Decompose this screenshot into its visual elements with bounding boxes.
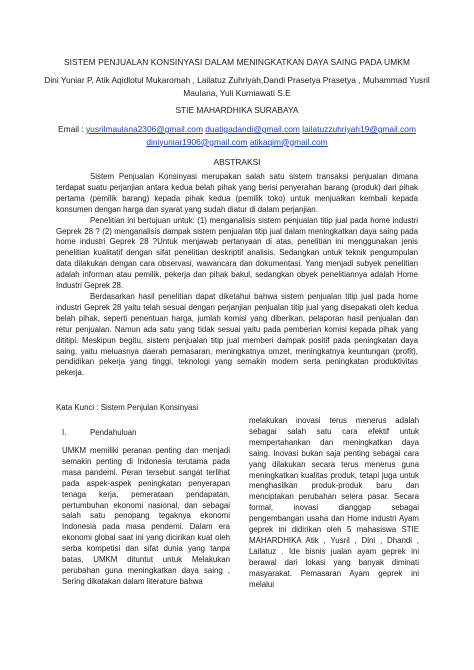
- email-link[interactable]: lailatuzzuhriyah19@gmail.com: [302, 124, 416, 134]
- section-heading: [62, 428, 137, 437]
- abstract-paragraph: Berdasarkan hasil penelitian dapat diketahui bahwa sistem penjualan titip jual pada home industri Geprek 28 yaitu telah sesuai dengan perjanjian penjualan titip jual yang disepakati oleh kedua belah pihak, seperti penentuan harga, jumlah komisi yang diberikan, pelaporan hasil penjualan dan retur penjualan. Namun ada satu yang tidak sesuai yaitu pada pemberian komisi kepada pihak yang dititipi. Meskipun begitu, sistem penjualan titip jual memberi dampak positif pada peningkatan daya saing, yaitu meluasnya daerah pemasaran, meningkatnya omzet, meningkatnya keuntungan (profit), pendidikan pekerja yang tinggi, teknologi yang semakin modern serta peningkatan produktivitas pekerja.: [56, 291, 418, 378]
- author-list: Dini Yuniar P, Atik Aqidlotul Mukaromah , Lailatuz Zuhriyah,Dandi Prasetya Prasetya , Muhammad Yusril Maulana, Yuli Kurniawati S.E: [44, 75, 430, 98]
- body-paragraph: melakukan inovasi terus menerus adalah sebagai salah satu cara efektif untuk mempertahankan dan meningkatkan daya saing. Inovasi bukan saja penting sebagai cara yang dilakukan secara terus menerus guna meningkatkan kualitas produk, tetapi juga untuk menghasilkan produk-produk baru dan menciptakan perubahan selera pasar. Secara formal, inovasi dianggap sebagai pengembangan usaha dan Home industri Ayam geprek ini didirikan oleh 5 mahasiswa STIE MAHARDHIKA Atik , Yusril , Dini , Dhandi , Lailatuz . Ide bisnis jualan ayam geprek ini berawal dari lokasi yang banyak diminati masyarakat. Pemasaran Ayam geprek ini melalui: [249, 416, 419, 589]
- email-link[interactable]: atikaqim@gmail.com: [249, 136, 328, 147]
- email-link[interactable]: yusrilmaulana2306@gmail.com: [85, 124, 203, 134]
- abstract-paragraph: Sistem Penjualan Konsinyasi merupakan salah satu sistem transaksi penjualan dimana terdapat suatu perjanjian antara kedua belah pihak yang berisi penyerahan barang (produk) dari pihak pertama (pemilik barang) kepada pihak kedua (pemilik toko) untuk menjualkan kembali kepada konsumen dengan harga dan syarat yang sudah diatur di dalam perjanjian.: [56, 172, 418, 214]
- section-title: Pendahuluan: [90, 428, 137, 437]
- paper-title: SISTEM PENJUALAN KONSINYASI DALAM MENINGKATKAN DAYA SAING PADA UMKM: [63, 57, 411, 67]
- keywords: Kata Kunci : Sistem Penjulan Konsinyasi: [56, 403, 199, 412]
- email-label: Email :: [58, 124, 84, 134]
- abstract-heading: ABSTRAKSI: [213, 157, 261, 167]
- abstract-body: [56, 172, 418, 379]
- institution: STIE MAHARDHIKA SURABAYA: [175, 105, 299, 115]
- email-block: [40, 123, 434, 148]
- section-number: I.: [62, 428, 67, 437]
- abstract-paragraph: Penelitian ini bertujuan untuk: (1) menganalisis sistem penjualan titip jual pada home industri Geprek 28 ? (2) menganalisis dampak sistem penjualan titip jual dalam meningkatkan daya saing pada home industri Geprek 28 ?Untuk menjawab pertanyaan di atas, penelitian ini menggunakan jenis penelitian kualitatif dengan sifat penelitian deskriptif analisis. Sedangkan untuk teknik pengumpulan data dilakukan dengan cara observasi, wawancara dan dokumentasi. Yang menjadi subyek penelitian adalah informan atau pemilik, pekerja dan pihak bakul, sedangkan obyek penelitiannya adalah Home Industri Geprek 28.: [56, 215, 418, 291]
- email-link[interactable]: diniyuniar1906@gmail.com: [146, 136, 248, 147]
- body-column-left: [62, 446, 230, 588]
- body-column-right: [249, 416, 419, 591]
- body-paragraph: UMKM memiliki peranan penting dan menjadi semakin penting di Indonesia terutama pada masa pandemi. Peran tersebut sangat terlihat pada aspek-aspek peningkatan penyerapan tenaga kerja, pemerataan pendapatan, pertumbuhan ekonomi nasional, dan sebagai salah satu penopang tegaknya ekonomi Indonesia pada masa pendemi. Dalam era ekonomi global saat ini yang dicirikan kuat oleh serba kompetisi dan sifat dunia yang tanpa batas, UMKM dituntut untuk Melakukan perubahan guna meningkatkan daya saing , Sering dikatakan dalam literature bahwa: [62, 446, 230, 586]
- email-link[interactable]: duatigadandi@gmail.com: [205, 124, 300, 134]
